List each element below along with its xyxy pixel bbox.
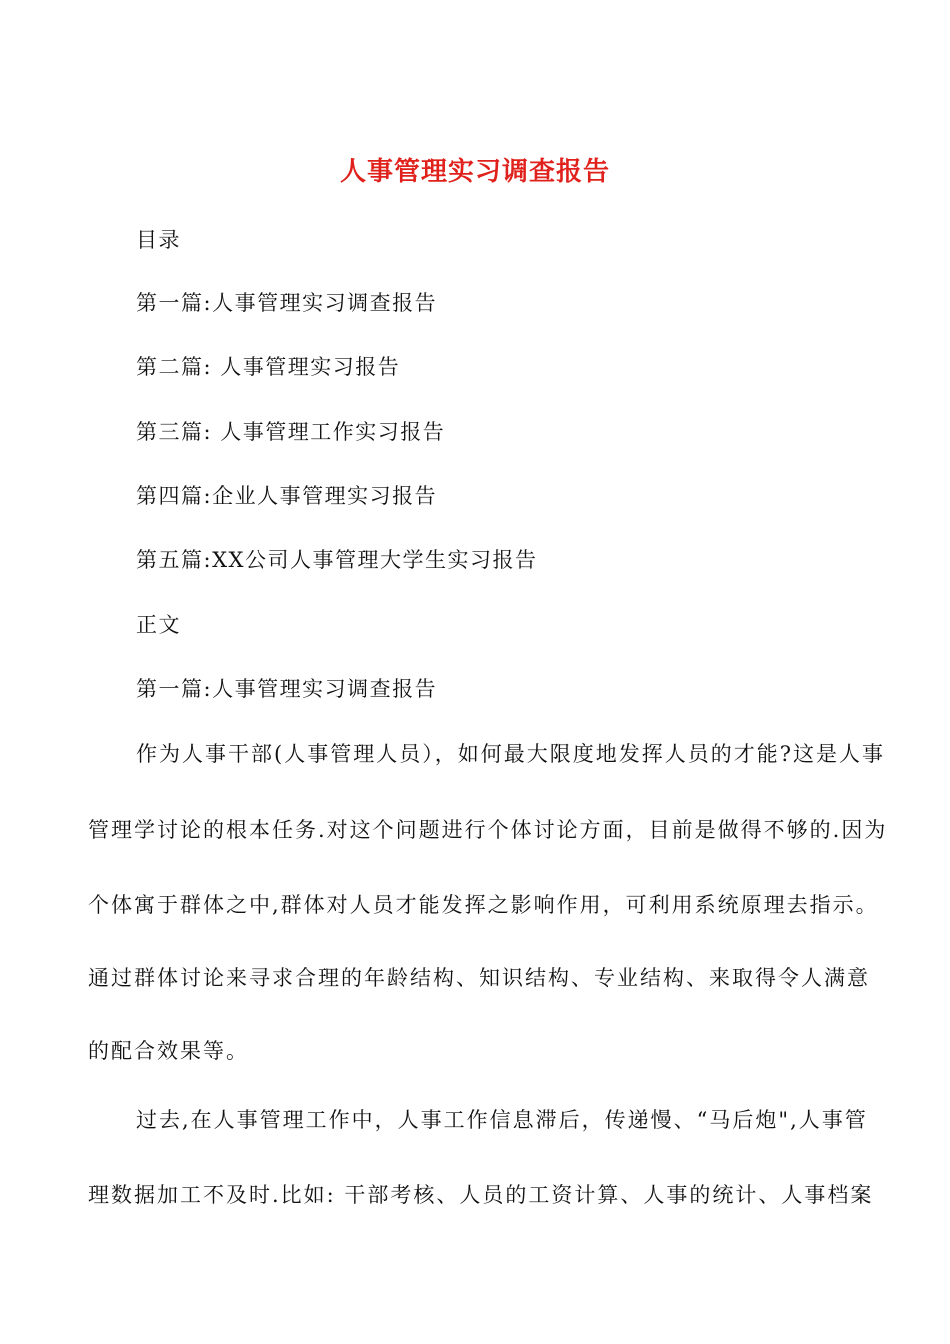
toc-item-1: 第一篇:人事管理实习调查报告: [136, 291, 438, 315]
paragraph-1-line-1: 作为人事干部(人事管理人员），如何最大限度地发挥人员的才能?这是人事: [136, 742, 885, 766]
paragraph-1-line-5: 的配合效果等。: [88, 1039, 249, 1063]
toc-item-5: 第五篇:XX公司人事管理大学生实习报告: [136, 548, 538, 572]
paragraph-2-line-2: 理数据加工不及时.比如: 干部考核、人员的工资计算、人事的统计、人事档案: [88, 1183, 874, 1207]
body-heading: 正文: [136, 613, 181, 637]
toc-heading: 目录: [136, 228, 181, 252]
toc-item-4: 第四篇:企业人事管理实习报告: [136, 484, 438, 508]
document-title: 人事管理实习调查报告: [339, 157, 610, 187]
paragraph-1-line-2: 管理学讨论的根本任务.对这个问题进行个体讨论方面，目前是做得不够的.因为: [88, 818, 888, 842]
section-heading: 第一篇:人事管理实习调查报告: [136, 677, 438, 701]
paragraph-1-line-4: 通过群体讨论来寻求合理的年龄结构、知识结构、专业结构、来取得令人满意: [88, 966, 870, 990]
paragraph-1-line-3: 个体寓于群体之中,群体对人员才能发挥之影响作用，可利用系统原理去指示。: [88, 893, 879, 917]
toc-item-2: 第二篇: 人事管理实习报告: [136, 355, 401, 379]
paragraph-2-line-1: 过去,在人事管理工作中，人事工作信息滞后，传递慢、“马后炮",人事管: [136, 1108, 868, 1132]
toc-item-3: 第三篇: 人事管理工作实习报告: [136, 420, 446, 444]
